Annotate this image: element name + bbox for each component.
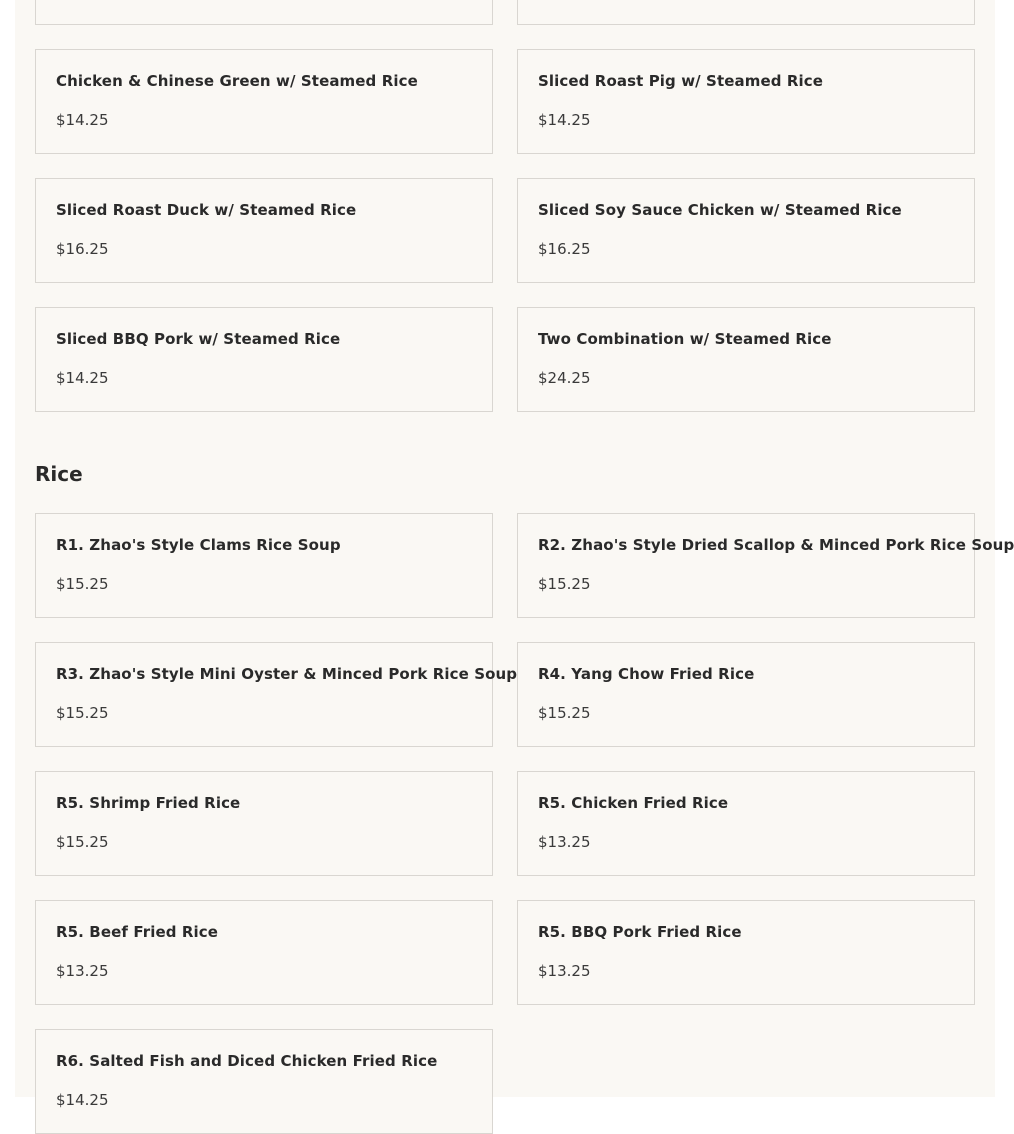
menu-item-name: R5. Shrimp Fried Rice (56, 794, 241, 812)
menu-item-card[interactable] (35, 771, 493, 876)
menu-item-card[interactable] (35, 1029, 493, 1134)
menu-item-name: R3. Zhao's Style Mini Oyster & Minced Pork Rice Soup (56, 665, 518, 683)
menu-item-card[interactable] (35, 0, 493, 25)
menu-item-name: R5. Beef Fried Rice (56, 923, 219, 941)
menu-grid-rice (35, 513, 1014, 1134)
menu-item-price: $15.25 (56, 833, 109, 851)
menu-item-card[interactable] (35, 49, 493, 154)
menu-item-name: R4. Yang Chow Fried Rice (538, 665, 755, 683)
menu-item-name: R2. Zhao's Style Dried Scallop & Minced Pork Rice Soup (538, 536, 1014, 554)
menu-item-price: $24.25 (538, 369, 591, 387)
menu-item-price: $14.25 (56, 111, 109, 129)
menu-item-card[interactable] (35, 900, 493, 1005)
menu-item-card[interactable] (517, 771, 975, 876)
menu-item-price: $14.25 (56, 369, 109, 387)
menu-item-price: $15.25 (56, 704, 109, 722)
menu-item-price: $16.25 (538, 240, 591, 258)
menu-item-price: $15.25 (538, 704, 591, 722)
menu-item-card[interactable] (35, 307, 493, 412)
menu-item-card[interactable] (517, 513, 1014, 618)
menu-item-price: $15.25 (538, 575, 591, 593)
menu-item-name: Two Combination w/ Steamed Rice (538, 330, 832, 348)
menu-item-name: R6. Salted Fish and Diced Chicken Fried Rice (56, 1052, 438, 1070)
menu-item-price: $16.25 (56, 240, 109, 258)
menu-item-name: Sliced BBQ Pork w/ Steamed Rice (56, 330, 341, 348)
menu-item-price: $14.25 (538, 111, 591, 129)
menu-item-name: Sliced Roast Duck w/ Steamed Rice (56, 201, 357, 219)
menu-item-card[interactable] (517, 900, 975, 1005)
menu-item-name: Chicken & Chinese Green w/ Steamed Rice (56, 72, 418, 90)
menu-item-card[interactable] (517, 49, 975, 154)
menu-item-name: R5. Chicken Fried Rice (538, 794, 729, 812)
menu-item-price: $14.25 (56, 1091, 109, 1109)
menu-item-price: $13.25 (56, 962, 109, 980)
section-title-rice: Rice (35, 462, 83, 486)
menu-item-name: R5. BBQ Pork Fried Rice (538, 923, 742, 941)
menu-item-price: $13.25 (538, 833, 591, 851)
menu-item-card[interactable] (517, 642, 975, 747)
menu-item-price: $13.25 (538, 962, 591, 980)
menu-item-card[interactable] (35, 642, 518, 747)
menu-page (15, 0, 1014, 1109)
menu-item-card[interactable] (35, 178, 493, 283)
menu-item-price: $15.25 (56, 575, 109, 593)
menu-item-name: Sliced Roast Pig w/ Steamed Rice (538, 72, 824, 90)
menu-item-card[interactable] (517, 307, 975, 412)
menu-item-name: R1. Zhao's Style Clams Rice Soup (56, 536, 341, 554)
menu-item-card[interactable] (35, 513, 493, 618)
menu-grid-previous-section (35, 0, 975, 412)
menu-item-name: Sliced Soy Sauce Chicken w/ Steamed Rice (538, 201, 902, 219)
menu-item-card[interactable] (517, 178, 975, 283)
menu-item-card[interactable] (517, 0, 975, 25)
